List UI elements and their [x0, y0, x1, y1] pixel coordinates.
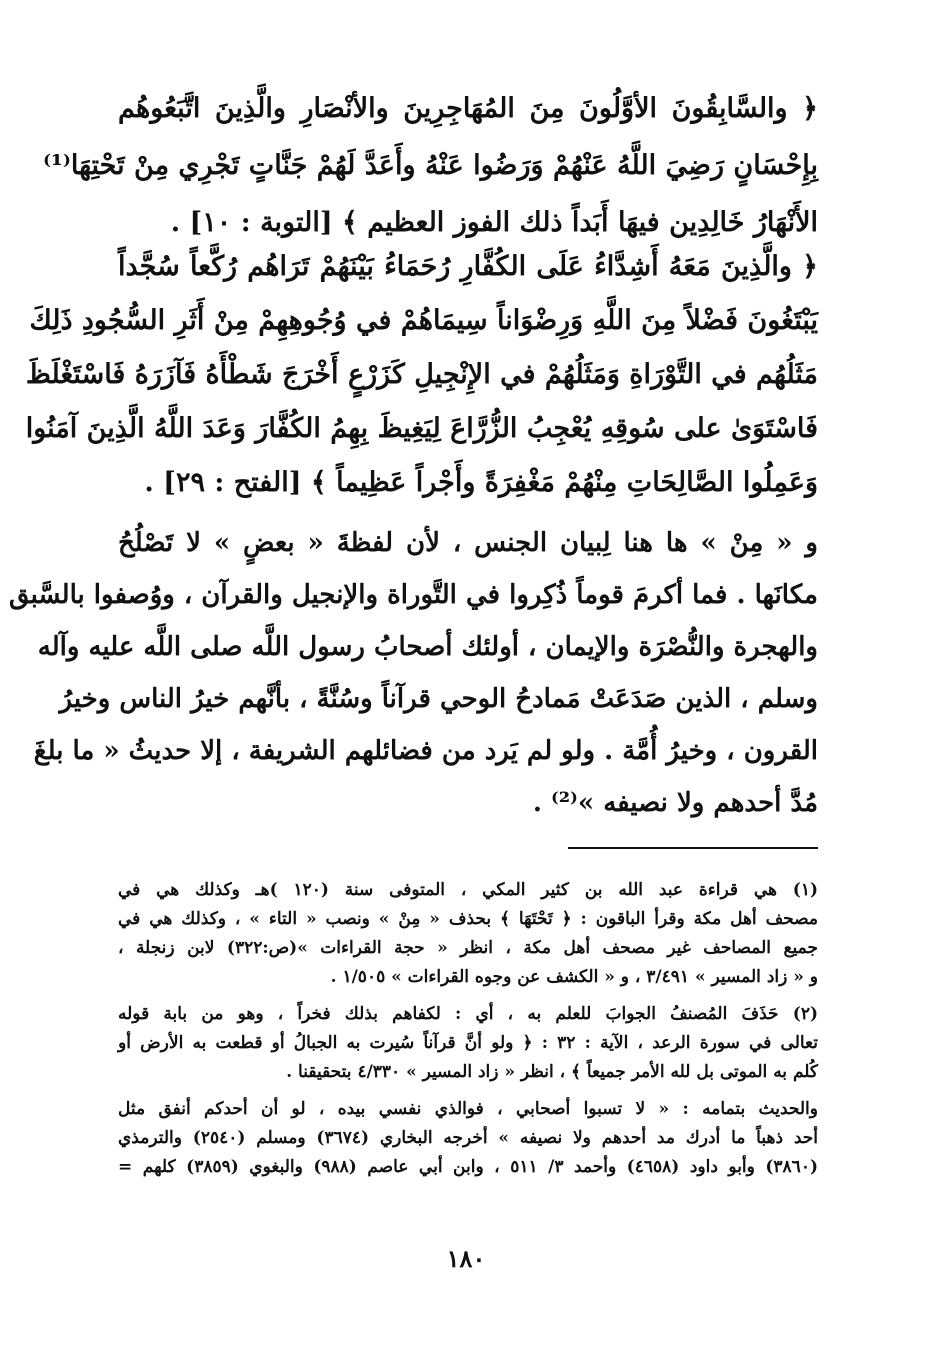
text-line: يَبْتَغُونَ فَضْلاً مِنَ اللَّهِ وَرِضْوَاناً سِيمَاهُمْ في وُجُوهِهِمْ مِنْ أَثَرِ السُّجُودِ ذَلِكَ	[29, 305, 818, 336]
text-line: مكانَها . فما أكرمَ قوماً ذُكِروا في التَّوراة والإنجيل والقرآن ، ووُصفوا بالسَّبق	[8, 580, 818, 610]
footnote-line: و « زاد المسير » ٣/٤٩١ ، و « الكشف عن وجوه القراءات » ١/٥٠٥ .	[330, 967, 818, 987]
footnote-separator	[568, 847, 818, 849]
footnote-1	[118, 876, 818, 992]
footnote-line: أحد ذهباً ما أدرك مد أحدهم ولا نصيفه » أخرجه البخاري (٣٦٧٤) ومسلم (٢٥٤٠) والترمذي	[118, 1128, 818, 1148]
text-line: مُدَّ أحدهم ولا نصيفه »⁽²⁾ .	[532, 788, 818, 818]
footnotes	[118, 876, 818, 1182]
footnote-line: مصحف أهل مكة وقرأ الباقون : ﴿ تَحْتَهَا ﴾ بحذف « مِنْ » ونصب « التاء » ، وكذلك هي في	[118, 909, 818, 929]
body-paragraph	[8, 517, 818, 829]
text-line: فَاسْتَوَىٰ على سُوقِهِ يُعْجِبُ الزُّرَّاعَ لِيَغِيظَ بِهِمُ الكُفَّارَ وَعَدَ اللَّهُ الَّذِينَ آمَنُوا	[25, 413, 818, 444]
text-line: مَثَلُهُم في التَّوْرَاةِ وَمَثَلُهُمْ في الإِنْجِيلِ كَزَرْعٍ أَخْرَجَ شَطْأَهُ فَآزَرَهُ فَاسْتَغْلَظَ	[25, 359, 818, 390]
text-line: وَعَمِلُوا الصَّالِحَاتِ مِنْهُمْ مَغْفِرَةً وأَجْراً عَظِيماً ﴾ [الفتح : ٢٩] .	[144, 467, 818, 498]
text-line: القرون ، وخيرُ أُمَّة . ولو لم يَرد من فضائلهم الشريفة ، إلا حديثُ « ما بلغَ	[33, 736, 818, 766]
text-line: والهجرة والنُّصْرَة والإيمان ، أولئك أصحابُ رسول اللَّه صلى اللَّه عليه وآله	[37, 632, 818, 662]
text-line: و « مِنْ » ها هنا لِبيان الجنس ، لأن لفظةَ « بعضٍ » لا تَصْلُحُ	[118, 528, 818, 558]
text-line: ﴿ والَّذِينَ مَعَهُ أَشِدَّاءُ عَلَى الكُفَّارِ رُحَمَاءُ بَيْنَهُمْ تَرَاهُم رُكَّعاً سُجَّداً	[118, 251, 818, 282]
text-line: ﴿ والسَّابِقُونَ الأوَّلُونَ مِنَ المُهَاجِرِينَ والأنْصَارِ والَّذِينَ اتَّبَعُوهُم	[118, 93, 818, 124]
footnote-2	[118, 1000, 818, 1087]
footnote-line: (٣٨٦٠) وأبو داود (٤٦٥٨) وأحمد ٣/ ٥١١ ، وابن أبي عاصم (٩٨٨) والبغوي (٣٨٥٩) كلهم =	[118, 1157, 818, 1177]
footnote-line: كُلم به الموتى بل لله الأمر جميعاً ﴾ ، انظر « زاد المسير » ٤/٣٣٠ بتحقيقنا .	[286, 1062, 818, 1082]
footnote-line: تعالى في سورة الرعد ، الآية : ٣٢ : ﴿ ولو أنَّ قرآناً سُيرت به الجبالُ أو قطعت به الأرض أو	[118, 1033, 818, 1053]
footnote-line: جميع المصاحف غير مصحف أهل مكة ، انظر « حجة القراءات »(ص:٣٢٢) لابن زنجلة ،	[118, 938, 818, 958]
text-line: وسلم ، الذين صَدَعَتْ مَمادحُ الوحي قرآناً وسُنَّةً ، بأنَّهم خيرُ الناس وخيرُ	[59, 684, 818, 714]
footnote-2-hadith	[118, 1095, 818, 1182]
footnote-line: (١) هي قراءة عبد الله بن كثير المكي ، المتوفى سنة (١٢٠ )هـ وكذلك هي في	[118, 880, 819, 900]
quran-verse-tawbah	[42, 80, 818, 251]
text-line: الأَنْهَارُ خَالِدِين فيهَا أَبَداً ذلك الفوز العظيم ﴾ [التوبة : ١٠] .	[170, 207, 818, 238]
page-number: ١٨٠	[446, 1244, 486, 1273]
quran-verse-fath	[25, 240, 818, 510]
footnote-line: (٢) حَذَفَ المُصنفُ الجوابَ للعلم به ، أي : لكفاهم بذلك فخراً ، وهو من بابة قوله	[118, 1004, 818, 1024]
text-line: بِإِحْسَانٍ رَضِيَ اللَّهُ عَنْهُمْ وَرَضُوا عَنْهُ وأَعَدَّ لَهُمْ جَنَّاتٍ تَجْرِي مِنْ تَحْتِهَا⁽¹⁾	[42, 150, 818, 181]
footnote-line: والحديث بتمامه : « لا تسبوا أصحابي ، فوالذي نفسي بيده ، لو أن أحدكم أنفق مثل	[118, 1099, 818, 1119]
